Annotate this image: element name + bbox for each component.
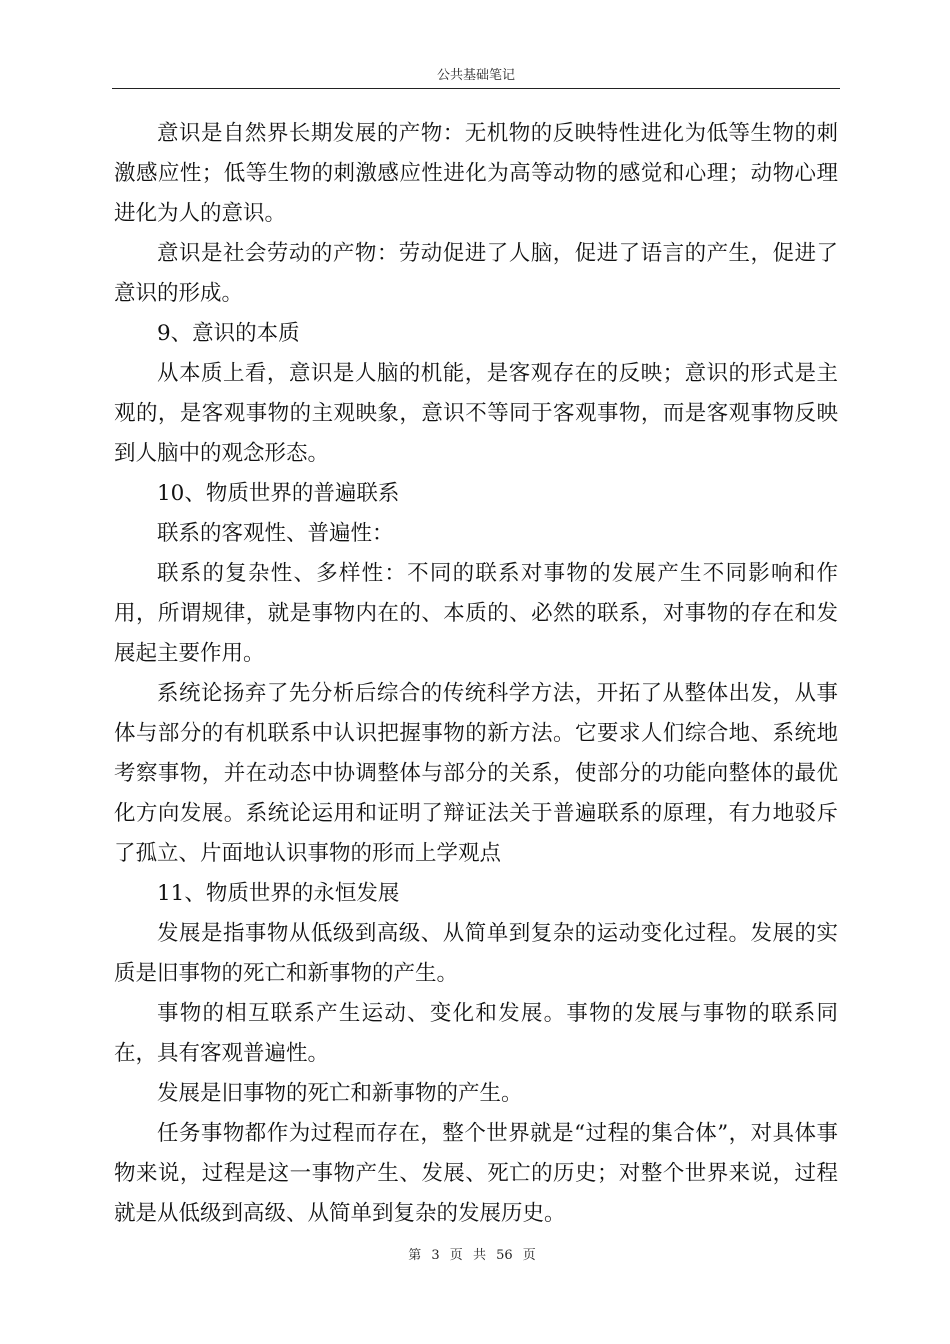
paragraph-connection-objectivity: 联系的客观性、普遍性： xyxy=(157,521,394,546)
document-body xyxy=(114,114,838,1234)
page-footer xyxy=(0,1244,950,1263)
paragraph-consciousness-nature-product: 意识是自然界长期发展的产物：无机物的反映特性进化为低等生物的刺激感应性；低等生物的刺激感应性进化为高等动物的感觉和心理；动物心理进化为人的意识。 xyxy=(114,121,838,226)
section-heading-11: 11、物质世界的永恒发展 xyxy=(157,881,400,906)
paragraph-consciousness-essence: 从本质上看，意识是人脑的机能，是客观存在的反映；意识的形式是主观的，是客观事物的主观映象，意识不等同于客观事物，而是客观事物反映到人脑中的观念形态。 xyxy=(114,361,838,466)
paragraph-systems-theory: 系统论扬弃了先分析后综合的传统科学方法，开拓了从整体出发，从事体与部分的有机联系中认识把握事物的新方法。它要求人们综合地、系统地考察事物，并在动态中协调整体与部分的关系，使部分的功能向整体的最优化方向发展。系统论运用和证明了辩证法关于普遍联系的原理，有力地驳斥了孤立、片面地认识事物的形而上学观点 xyxy=(114,681,838,866)
paragraph-consciousness-labor-product: 意识是社会劳动的产物：劳动促进了人脑，促进了语言的产生，促进了意识的形成。 xyxy=(114,241,838,306)
paragraph-development-definition: 发展是指事物从低级到高级、从简单到复杂的运动变化过程。发展的实质是旧事物的死亡和新事物的产生。 xyxy=(114,921,838,986)
footer-total-unit: 页 xyxy=(522,1248,536,1263)
footer-page-unit: 页 xyxy=(449,1248,463,1263)
section-heading-10: 10、物质世界的普遍联系 xyxy=(157,481,400,506)
page-header xyxy=(112,66,840,89)
paragraph-process-collection: 任务事物都作为过程而存在，整个世界就是“过程的集合体”，对具体事物来说，过程是这一事物产生、发展、死亡的历史；对整个世界来说，过程就是从低级到高级、从简单到复杂的发展历史。 xyxy=(114,1121,838,1226)
paragraph-development-connection: 事物的相互联系产生运动、变化和发展。事物的发展与事物的联系同在，具有客观普遍性。 xyxy=(114,1001,838,1066)
section-heading-9: 9、意识的本质 xyxy=(157,321,300,346)
footer-current-page: 3 xyxy=(431,1248,440,1263)
footer-total-pages: 56 xyxy=(496,1248,513,1263)
paragraph-connection-complexity: 联系的复杂性、多样性：不同的联系对事物的发展产生不同影响和作用，所谓规律，就是事物内在的、本质的、必然的联系，对事物的存在和发展起主要作用。 xyxy=(114,561,838,666)
paragraph-development-death-birth: 发展是旧事物的死亡和新事物的产生。 xyxy=(157,1081,523,1106)
footer-page-word: 第 xyxy=(408,1248,422,1263)
header-title: 公共基础笔记 xyxy=(436,68,515,83)
footer-total-word: 共 xyxy=(472,1248,486,1263)
